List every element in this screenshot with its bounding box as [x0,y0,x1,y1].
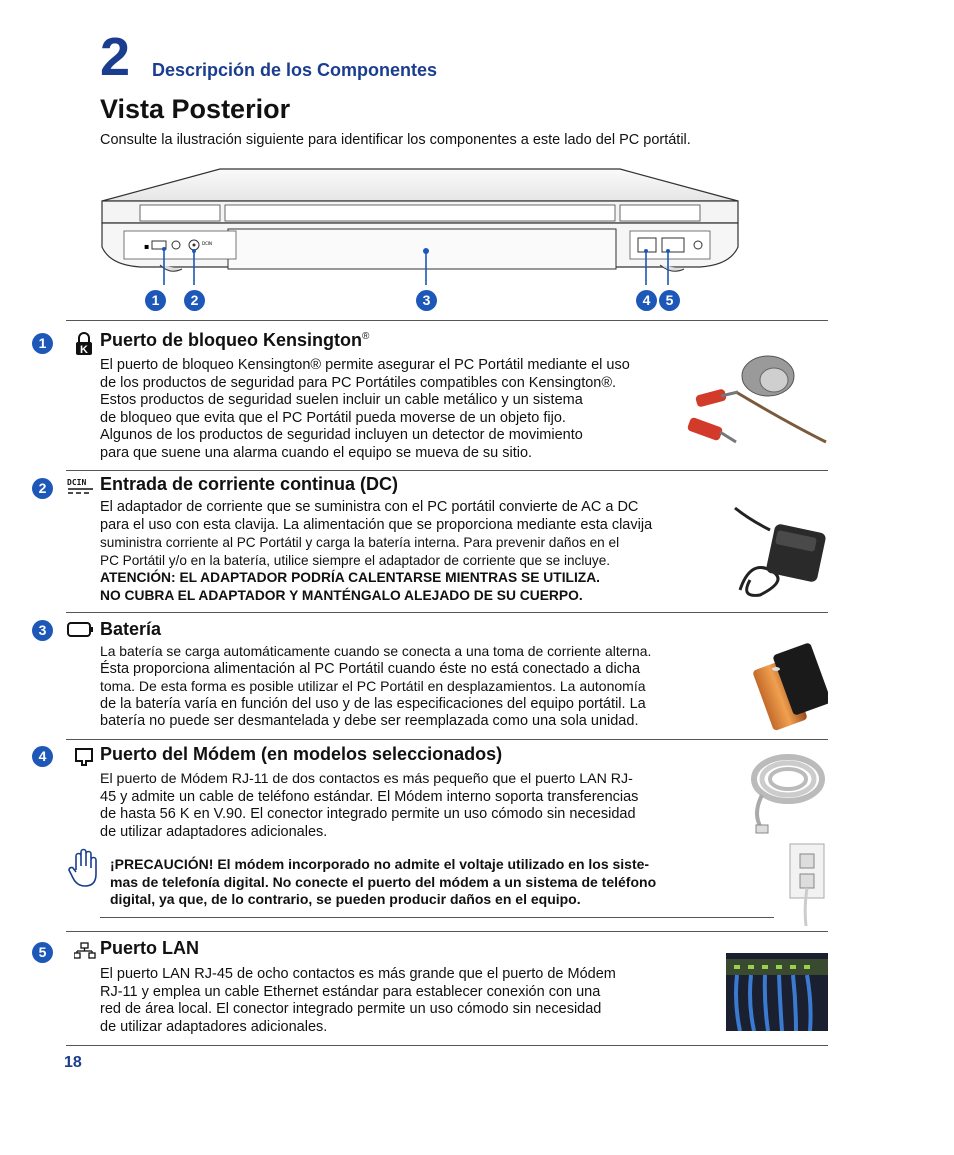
section-1-title: Puerto de bloqueo Kensington® [100,330,370,350]
figure-callout-5: 5 [659,290,680,311]
svg-text:DCIN: DCIN [67,478,87,487]
section-divider [66,931,828,932]
battery-icon [66,621,96,639]
section-3-body: La batería se carga automáticamente cuando se conecta a una toma de corriente alterna. Ésta proporciona alimentación al PC Portátil cuando éste no está conectado a dicha toma. De esta forma es posible utilizar el PC Portátil en desplazamientos. La autonomía de la batería varía en función del uso y de las especificaciones del equipo portátil. La batería no puede ser desmantelada y debe ser reemplazada como una sola unidad. [100,643,652,729]
page-title: Vista Posterior [100,94,291,124]
footer-divider [66,1045,828,1046]
chapter-title: Descripción de los Componentes [152,60,438,80]
section-2-title: Entrada de corriente continua (DC) [100,474,399,494]
intro-text: Consulte la ilustración siguiente para identificar los componentes a este lado del PC portátil. [100,132,691,148]
section-divider [66,612,828,613]
section-2-body: El adaptador de corriente que se suministra con el PC portátil convierte de AC a DC para el uso con esta clavija. La alimentación que se proporciona mediante esta clavija suministra corriente al PC Portátil y carga la batería interna. Para prevenir daños en el PC Portátil y/o en la batería, utilice siempre el adaptador de corriente que se incluye. ATENCIÓN: EL ADAPTADOR PODRÍA CALENTARSE MIENTRAS SE UTILIZA. NO CUBRA EL ADAPTADOR Y MANTÉNGALO ALEJADO DE SU CUERPO. [100,499,653,603]
section-divider [66,470,828,471]
section-4-badge: 4 [32,746,53,767]
ethernet-switch-photo [726,953,828,1031]
section-3-badge: 3 [32,620,53,641]
kensington-lock-photo [676,352,828,464]
page-number: 18 [64,1054,82,1071]
svg-text:K: K [80,344,88,356]
figure-callout-4: 4 [636,290,657,311]
section-4-title: Puerto del Módem (en modelos seleccionados) [100,744,503,764]
figure-callout-1: 1 [145,290,166,311]
lan-port-icon [74,942,96,960]
caution-hand-icon [67,848,101,888]
dc-in-icon [67,477,95,495]
caution-divider [100,917,774,918]
phone-cable-photo [742,745,828,835]
figure-callout-3: 3 [416,290,437,311]
battery-photo [752,643,828,731]
section-1-badge: 1 [32,333,53,354]
svg-text:▪: ▪ [144,242,150,251]
modem-port-icon [74,747,96,767]
section-1-body: El puerto de bloqueo Kensington® permite asegurar el PC Portátil mediante el uso de los productos de seguridad para PC Portátiles compatibles con Kensington®. Estos productos de seguridad suelen incluir un cable metálico y un sistema de bloqueo que evita que el PC Portátil pueda moverse de un objeto fijo. Algunos de los productos de seguridad incluyen un detector de movimiento para que suene una alarma cuando el equipo se mueva de su sitio. [100,357,630,461]
modem-caution-text: ¡PRECAUCIÓN! El módem incorporado no admite el voltaje utilizado en los siste- mas de telefonía digital. No conecte el puerto del módem a un sistema de teléfono digital, ya que, de lo contrario, se pueden producir daños en el equipo. [110,856,657,907]
chapter-number: 2 [100,27,131,87]
section-5-badge: 5 [32,942,53,963]
section-4-body: El puerto de Módem RJ-11 de dos contactos es más pequeño que el puerto LAN RJ- 45 y admite un cable de teléfono estándar. El Módem interno soporta transferencias de hasta 56 K en V.90. El conector integrado permite un uso cómodo sin necesidad de utilizar adaptadores adicionales. [100,771,639,840]
section-2-badge: 2 [32,478,53,499]
kensington-lock-icon [74,332,94,356]
section-5-title: Puerto LAN [100,938,199,958]
phone-wall-jack-photo [786,842,828,928]
section-divider [66,320,828,321]
section-3-title: Batería [100,619,162,639]
svg-text:DCIN: DCIN [202,241,213,246]
figure-callout-2: 2 [184,290,205,311]
power-adapter-photo [730,500,828,600]
section-5-body: El puerto LAN RJ-45 de ocho contactos es más grande que el puerto de Módem RJ-11 y emplea un cable Ethernet estándar para establecer conexión con una red de área local. El conector integrado permite un uso cómodo sin necesidad de utilizar adaptadores adicionales. [100,966,616,1035]
section-divider [66,739,828,740]
